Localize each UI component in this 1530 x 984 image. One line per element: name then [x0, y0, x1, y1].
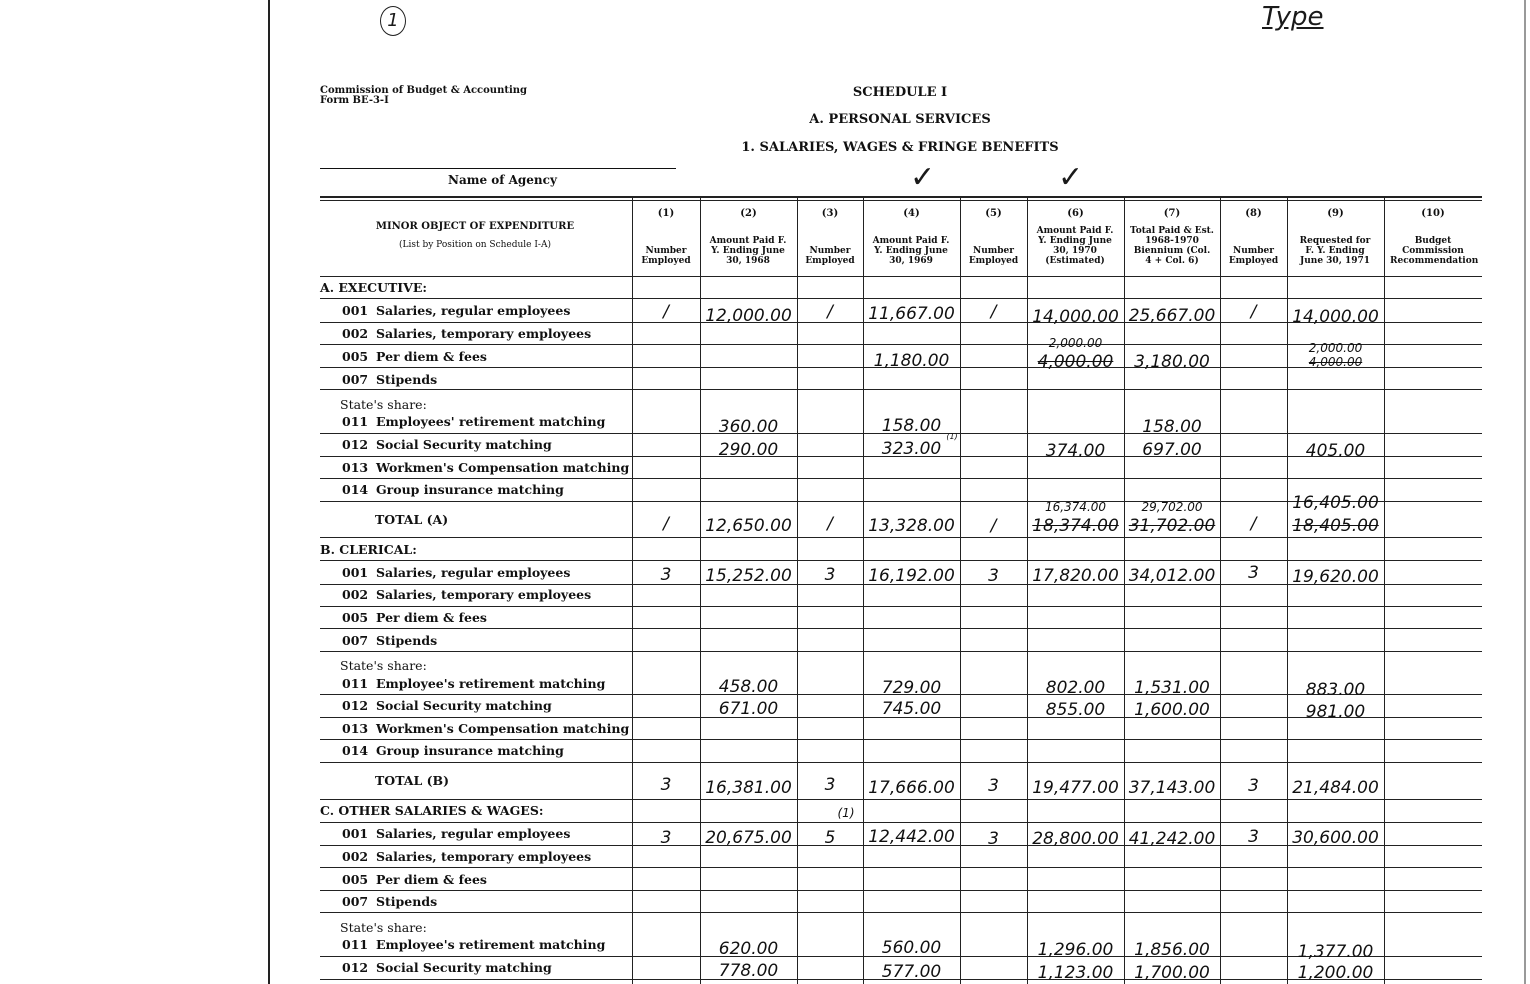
row-rule: [320, 606, 1482, 607]
col-8-number: (8): [1245, 208, 1262, 219]
a005-c6-new: 2,000.00: [1048, 336, 1103, 350]
col-4-number: (4): [903, 208, 920, 219]
table-top-rule: [320, 196, 1482, 198]
atotal-c7-old: 31,702.00: [1128, 516, 1216, 536]
col-2-label: Amount Paid F. Y. Ending June 30, 1968: [709, 236, 787, 266]
row-label: 011 Employees' retirement matching: [342, 414, 606, 429]
b001-c4: 16,192.00: [868, 566, 955, 586]
row-rule: [320, 560, 1482, 561]
state-share-label: State's share:: [340, 397, 427, 412]
a005-c6-old: 4,000.00: [1037, 352, 1114, 372]
atotal-c3: /: [827, 514, 833, 534]
row-label: 014 Group insurance matching: [342, 743, 564, 758]
row-rule: [320, 298, 1482, 299]
row-label: 005 Per diem & fees: [342, 610, 487, 625]
c012-c9: 1,200.00: [1297, 963, 1374, 983]
row-label: 013 Workmen's Compensation matching: [342, 460, 630, 475]
b012-c6: 855.00: [1045, 700, 1106, 720]
row-rule: [320, 651, 1482, 652]
b011-c6: 802.00: [1045, 678, 1106, 698]
section-b-label: B. CLERICAL:: [320, 542, 417, 557]
col-divider: [1384, 196, 1385, 984]
total-b-label: TOTAL (B): [375, 773, 450, 788]
section-a-label: A. EXECUTIVE:: [320, 280, 427, 295]
row-label: 002 Salaries, temporary employees: [342, 326, 592, 341]
section-c-label: C. OTHER SALARIES & WAGES:: [320, 803, 544, 818]
row-rule: [320, 912, 1482, 913]
b001-c2: 15,252.00: [705, 566, 792, 586]
c011-c6: 1,296.00: [1037, 940, 1114, 960]
row-label: 012 Social Security matching: [342, 437, 552, 452]
a012-c9: 405.00: [1305, 441, 1366, 461]
a012-c4: 323.00: [881, 439, 942, 459]
row-label: 011 Employee's retirement matching: [342, 937, 606, 952]
b012-c4: 745.00: [881, 699, 942, 719]
c011-c7: 1,856.00: [1134, 940, 1210, 960]
row-label: 001 Salaries, regular employees: [342, 303, 571, 318]
b001-c7: 34,012.00: [1128, 566, 1216, 586]
col-7-label: Total Paid & Est. 1968-1970 Biennium (Col. 4 + Col. 6): [1130, 226, 1214, 266]
atotal-c9-old: 18,405.00: [1292, 516, 1379, 536]
c001-c6: 28,800.00: [1032, 829, 1119, 849]
atotal-c2: 12,650.00: [705, 516, 792, 536]
atotal-c6-new: 16,374.00: [1044, 500, 1107, 514]
col-2-number: (2): [740, 208, 757, 219]
minor-object-header: MINOR OBJECT OF EXPENDITURE: [375, 221, 575, 232]
btotal-c1: 3: [660, 775, 672, 795]
a011-c4: 158.00: [881, 416, 942, 436]
col-9-number: (9): [1327, 208, 1344, 219]
c001-c4: 12,442.00: [868, 827, 955, 847]
col-3-label: Number Employed: [805, 246, 855, 266]
btotal-c6: 19,477.00: [1032, 778, 1119, 798]
b012-c7: 1,600.00: [1134, 700, 1210, 720]
c001-c5: 3: [988, 829, 999, 849]
state-share-label: State's share:: [340, 658, 427, 673]
b001-c3: 3: [824, 565, 836, 585]
a011-c7: 158.00: [1142, 417, 1202, 437]
a005-c4: 1,180.00: [873, 351, 950, 371]
btotal-c4: 17,666.00: [868, 778, 955, 798]
c001-c8: 3: [1248, 827, 1259, 847]
total-a-label: TOTAL (A): [375, 512, 449, 527]
b012-c2: 671.00: [718, 699, 779, 719]
a001-c5: /: [990, 302, 997, 322]
col-1-number: (1): [657, 208, 675, 219]
atotal-c1: /: [663, 514, 669, 534]
row-rule: [320, 739, 1482, 740]
row-rule: [320, 478, 1482, 479]
row-label: 012 Social Security matching: [342, 960, 552, 975]
page-right-border: [1524, 0, 1526, 984]
agency-top-line: [320, 168, 676, 169]
b011-c9: 883.00: [1305, 680, 1366, 700]
section-title: A. PERSONAL SERVICES: [809, 112, 991, 127]
a001-c4: 11,667.00: [868, 304, 955, 324]
row-label: 007 Stipends: [342, 372, 438, 387]
c011-c2: 620.00: [718, 939, 779, 959]
col-6-number: (6): [1067, 208, 1084, 219]
c001-c1: 3: [660, 828, 672, 848]
c001-c2: 20,675.00: [705, 828, 792, 848]
row-label: 005 Per diem & fees: [342, 349, 487, 364]
form-issuer: Commission of Budget & Accounting: [320, 85, 528, 96]
row-rule: [320, 628, 1482, 629]
row-rule: [320, 867, 1482, 868]
row-label: 001 Salaries, regular employees: [342, 565, 571, 580]
row-rule: [320, 762, 1482, 763]
b001-c9: 19,620.00: [1292, 567, 1379, 587]
col-4-label: Amount Paid F. Y. Ending June 30, 1969: [872, 236, 950, 266]
col-10-label: Budget Commission Recommendation: [1390, 236, 1479, 266]
a001-c2: 12,000.00: [705, 306, 792, 326]
b001-c6: 17,820.00: [1032, 566, 1119, 586]
schedule-title: SCHEDULE I: [852, 85, 948, 100]
atotal-c5: /: [990, 516, 997, 536]
header-bottom-rule: [320, 276, 1482, 277]
c001-c7: 41,242.00: [1128, 829, 1216, 849]
atotal-c6-old: 18,374.00: [1032, 516, 1119, 536]
c011-c9: 1,377.00: [1297, 942, 1374, 962]
checkmark-col6: ✓: [1058, 160, 1084, 195]
table-top-rule-2: [320, 200, 1482, 201]
a012-c7: 697.00: [1142, 440, 1202, 460]
c012-c6: 1,123.00: [1037, 963, 1114, 983]
c001-c3: 5: [824, 828, 836, 848]
row-rule: [320, 822, 1482, 823]
a005-c9-old: 4,000.00: [1308, 355, 1363, 369]
a005-c9-new: 2,000.00: [1308, 341, 1363, 355]
a012-c6: 374.00: [1045, 441, 1106, 461]
col-3-number: (3): [821, 208, 839, 219]
type-note: Type: [1262, 2, 1324, 32]
btotal-c8: 3: [1248, 776, 1259, 796]
checkmark-col4: ✓: [910, 160, 936, 195]
a001-c6: 14,000.00: [1032, 307, 1119, 327]
row-label: 002 Salaries, temporary employees: [342, 587, 592, 602]
row-rule: [320, 389, 1482, 390]
row-label: 007 Stipends: [342, 894, 438, 909]
btotal-c2: 16,381.00: [705, 778, 792, 798]
agency-label: Name of Agency: [448, 173, 557, 187]
expenditure-table: [320, 196, 1482, 984]
col-9-label: Requested for F. Y. Ending June 30, 1971: [1299, 236, 1371, 266]
a001-c3: /: [827, 302, 833, 322]
row-label: 001 Salaries, regular employees: [342, 826, 571, 841]
col-5-label: Number Employed: [968, 246, 1019, 266]
c001-c9: 30,600.00: [1292, 828, 1379, 848]
a001-c1: /: [663, 302, 669, 322]
b011-c2: 458.00: [718, 677, 779, 697]
form-number: Form BE-3-I: [320, 95, 389, 106]
atotal-c7-new: 29,702.00: [1141, 500, 1203, 514]
col-7-number: (7): [1163, 208, 1181, 219]
btotal-c9: 21,484.00: [1292, 778, 1379, 798]
c012-c7: 1,700.00: [1134, 963, 1210, 983]
circled-number-mark: 1: [380, 6, 406, 36]
c001-note: (1): [837, 806, 855, 820]
a005-c7: 3,180.00: [1134, 352, 1210, 372]
state-share-label: State's share:: [340, 920, 427, 935]
row-label: 007 Stipends: [342, 633, 438, 648]
b011-c7: 1,531.00: [1134, 678, 1210, 698]
row-label: 011 Employee's retirement matching: [342, 676, 606, 691]
minor-object-subheader: (List by Position on Schedule I-A): [399, 240, 551, 250]
row-label: 012 Social Security matching: [342, 698, 552, 713]
a011-c2: 360.00: [718, 417, 779, 437]
a012-c4-note: (1): [946, 432, 958, 441]
b012-c9: 981.00: [1305, 702, 1366, 722]
atotal-c8: /: [1250, 514, 1257, 534]
atotal-c4: 13,328.00: [868, 516, 955, 536]
row-label: 013 Workmen's Compensation matching: [342, 721, 630, 736]
b001-c1: 3: [660, 565, 672, 585]
row-rule: [320, 799, 1482, 800]
row-label: 014 Group insurance matching: [342, 482, 564, 497]
a001-c9: 14,000.00: [1292, 307, 1379, 327]
row-label: 005 Per diem & fees: [342, 872, 487, 887]
a012-c2: 290.00: [718, 440, 779, 460]
col-8-label: Number Employed: [1228, 246, 1279, 266]
col-1-label: Number Employed: [641, 246, 691, 266]
b001-c5: 3: [988, 566, 999, 586]
a001-c7: 25,667.00: [1128, 306, 1216, 326]
c012-c2: 778.00: [718, 961, 779, 981]
btotal-c7: 37,143.00: [1128, 778, 1216, 798]
b011-c4: 729.00: [881, 678, 942, 698]
col-6-label: Amount Paid F. Y. Ending June 30, 1970 (Estimated): [1036, 226, 1114, 266]
col-10-number: (10): [1421, 208, 1445, 219]
row-rule: [320, 890, 1482, 891]
b001-c8: 3: [1248, 563, 1259, 583]
a001-c8: /: [1250, 302, 1257, 322]
page-left-border: [268, 0, 270, 984]
subsection-title: 1. SALARIES, WAGES & FRINGE BENEFITS: [741, 140, 1059, 155]
c012-c4: 577.00: [881, 962, 942, 982]
row-label: 002 Salaries, temporary employees: [342, 849, 592, 864]
btotal-c3: 3: [824, 775, 836, 795]
col-5-number: (5): [985, 208, 1002, 219]
btotal-c5: 3: [988, 776, 999, 796]
row-rule: [320, 537, 1482, 538]
atotal-c9-new: 16,405.00: [1292, 493, 1379, 513]
c011-c4: 560.00: [881, 938, 942, 958]
